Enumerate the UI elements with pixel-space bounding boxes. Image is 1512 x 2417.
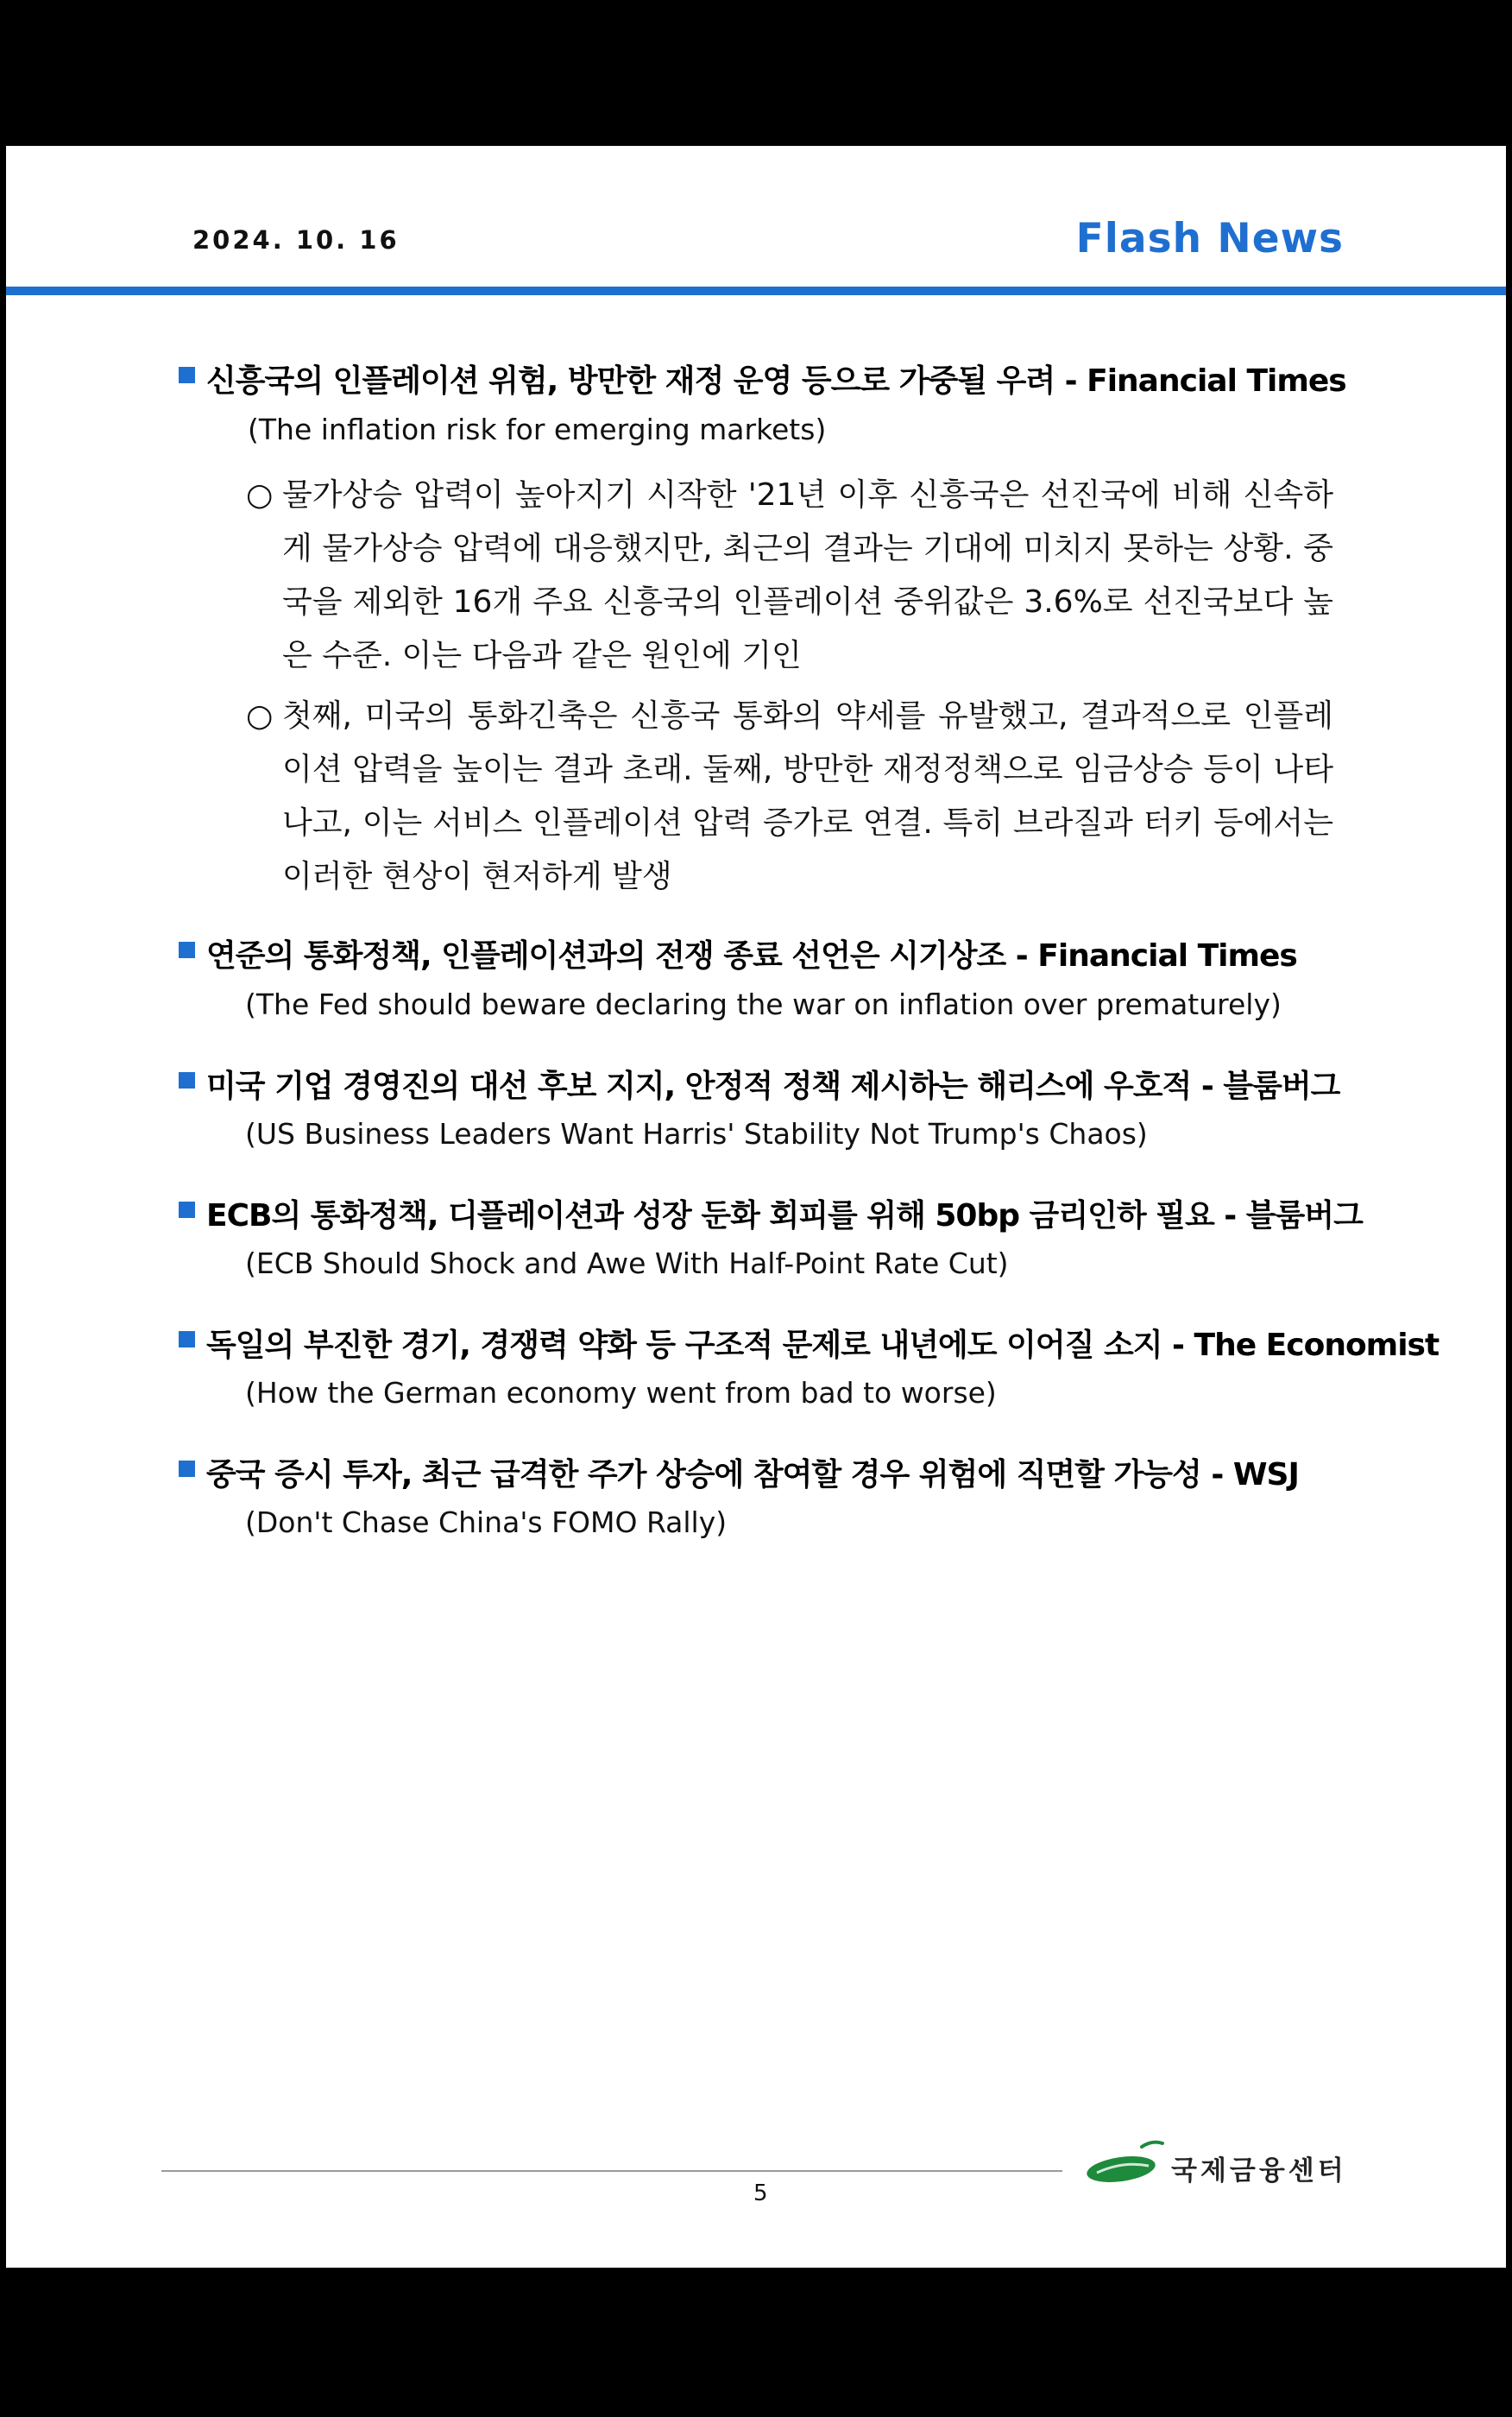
circle-bullet-icon: ○ xyxy=(246,698,274,734)
news-item-title: 신흥국의 인플레이션 위험, 방만한 재정 운영 등으로 가중될 우려 - Financial Times xyxy=(206,357,1345,401)
news-item-subtitle: (The inflation risk for emerging markets) xyxy=(248,413,827,446)
circle-bullet-icon: ○ xyxy=(246,477,274,513)
news-item-paragraph: ○ 첫째, 미국의 통화긴축은 신흥국 통화의 약세를 유발했고, 결과적으로 인플레이션 압력을 높이는 결과 초래. 둘째, 방만한 재정정책으로 임금상승 등이 나타나고, 이는 서비스 인플레이션 압력 증가로 연결. 특히 브라질과 터키 등에서는 이러한 현상이 현저하게 발생 xyxy=(282,690,1333,904)
square-bullet-icon xyxy=(179,1331,195,1347)
report-date: 2024. 10. 16 xyxy=(192,225,400,255)
news-item-title: 독일의 부진한 경기, 경쟁력 약화 등 구조적 문제로 내년에도 이어질 소지 - The Economist xyxy=(206,1321,1345,1365)
news-item-title: 연준의 통화정책, 인플레이션과의 전쟁 종료 선언은 시기상조 - Financial Times xyxy=(206,931,1345,975)
square-bullet-icon xyxy=(179,1072,195,1089)
page-number: 5 xyxy=(753,2180,768,2206)
news-item-title: 미국 기업 경영진의 대선 후보 지지, 안정적 정책 제시하는 해리스에 우호적 - 블룸버그 xyxy=(206,1062,1345,1106)
square-bullet-icon xyxy=(179,942,195,958)
news-item-paragraph: ○ 물가상승 압력이 높아지기 시작한 '21년 이후 신흥국은 선진국에 비해 신속하게 물가상승 압력에 대응했지만, 최근의 결과는 기대에 미치지 못하는 상황. 중국을 제외한 16개 주요 신흥국의 인플레이션 중위값은 3.6%로 선진국보다 높은 수준. 이는 다음과 같은 원인에 기인 xyxy=(282,469,1333,683)
square-bullet-icon xyxy=(179,1202,195,1218)
news-item-subtitle: (US Business Leaders Want Harris' Stability Not Trump's Chaos) xyxy=(245,1117,1148,1151)
organization-name: 국제금융센터 xyxy=(1171,2155,1347,2187)
news-item-subtitle: (Don't Chase China's FOMO Rally) xyxy=(245,1505,728,1539)
organization-logo xyxy=(1080,2135,1390,2195)
square-bullet-icon xyxy=(179,367,195,383)
news-item-subtitle: (ECB Should Shock and Awe With Half-Point Rate Cut) xyxy=(245,1246,1009,1280)
news-item-subtitle: (The Fed should beware declaring the war on inflation over prematurely) xyxy=(245,988,1282,1021)
news-item-title: ECB의 통화정책, 디플레이션과 성장 둔화 회피를 위해 50bp 금리인하 필요 - 블룸버그 xyxy=(206,1191,1345,1235)
news-item-title: 중국 증시 투자, 최근 급격한 주가 상승에 참여할 경우 위험에 직면할 가능성 - WSJ xyxy=(206,1450,1345,1494)
publication-title: Flash News xyxy=(1075,215,1344,262)
news-item-subtitle: (How the German economy went from bad to worse) xyxy=(245,1376,997,1410)
document-page xyxy=(6,146,1506,2268)
header-divider xyxy=(6,287,1506,295)
footer-divider xyxy=(161,2170,1062,2172)
leaf-logo-icon xyxy=(1080,2135,1166,2195)
square-bullet-icon xyxy=(179,1461,195,1477)
